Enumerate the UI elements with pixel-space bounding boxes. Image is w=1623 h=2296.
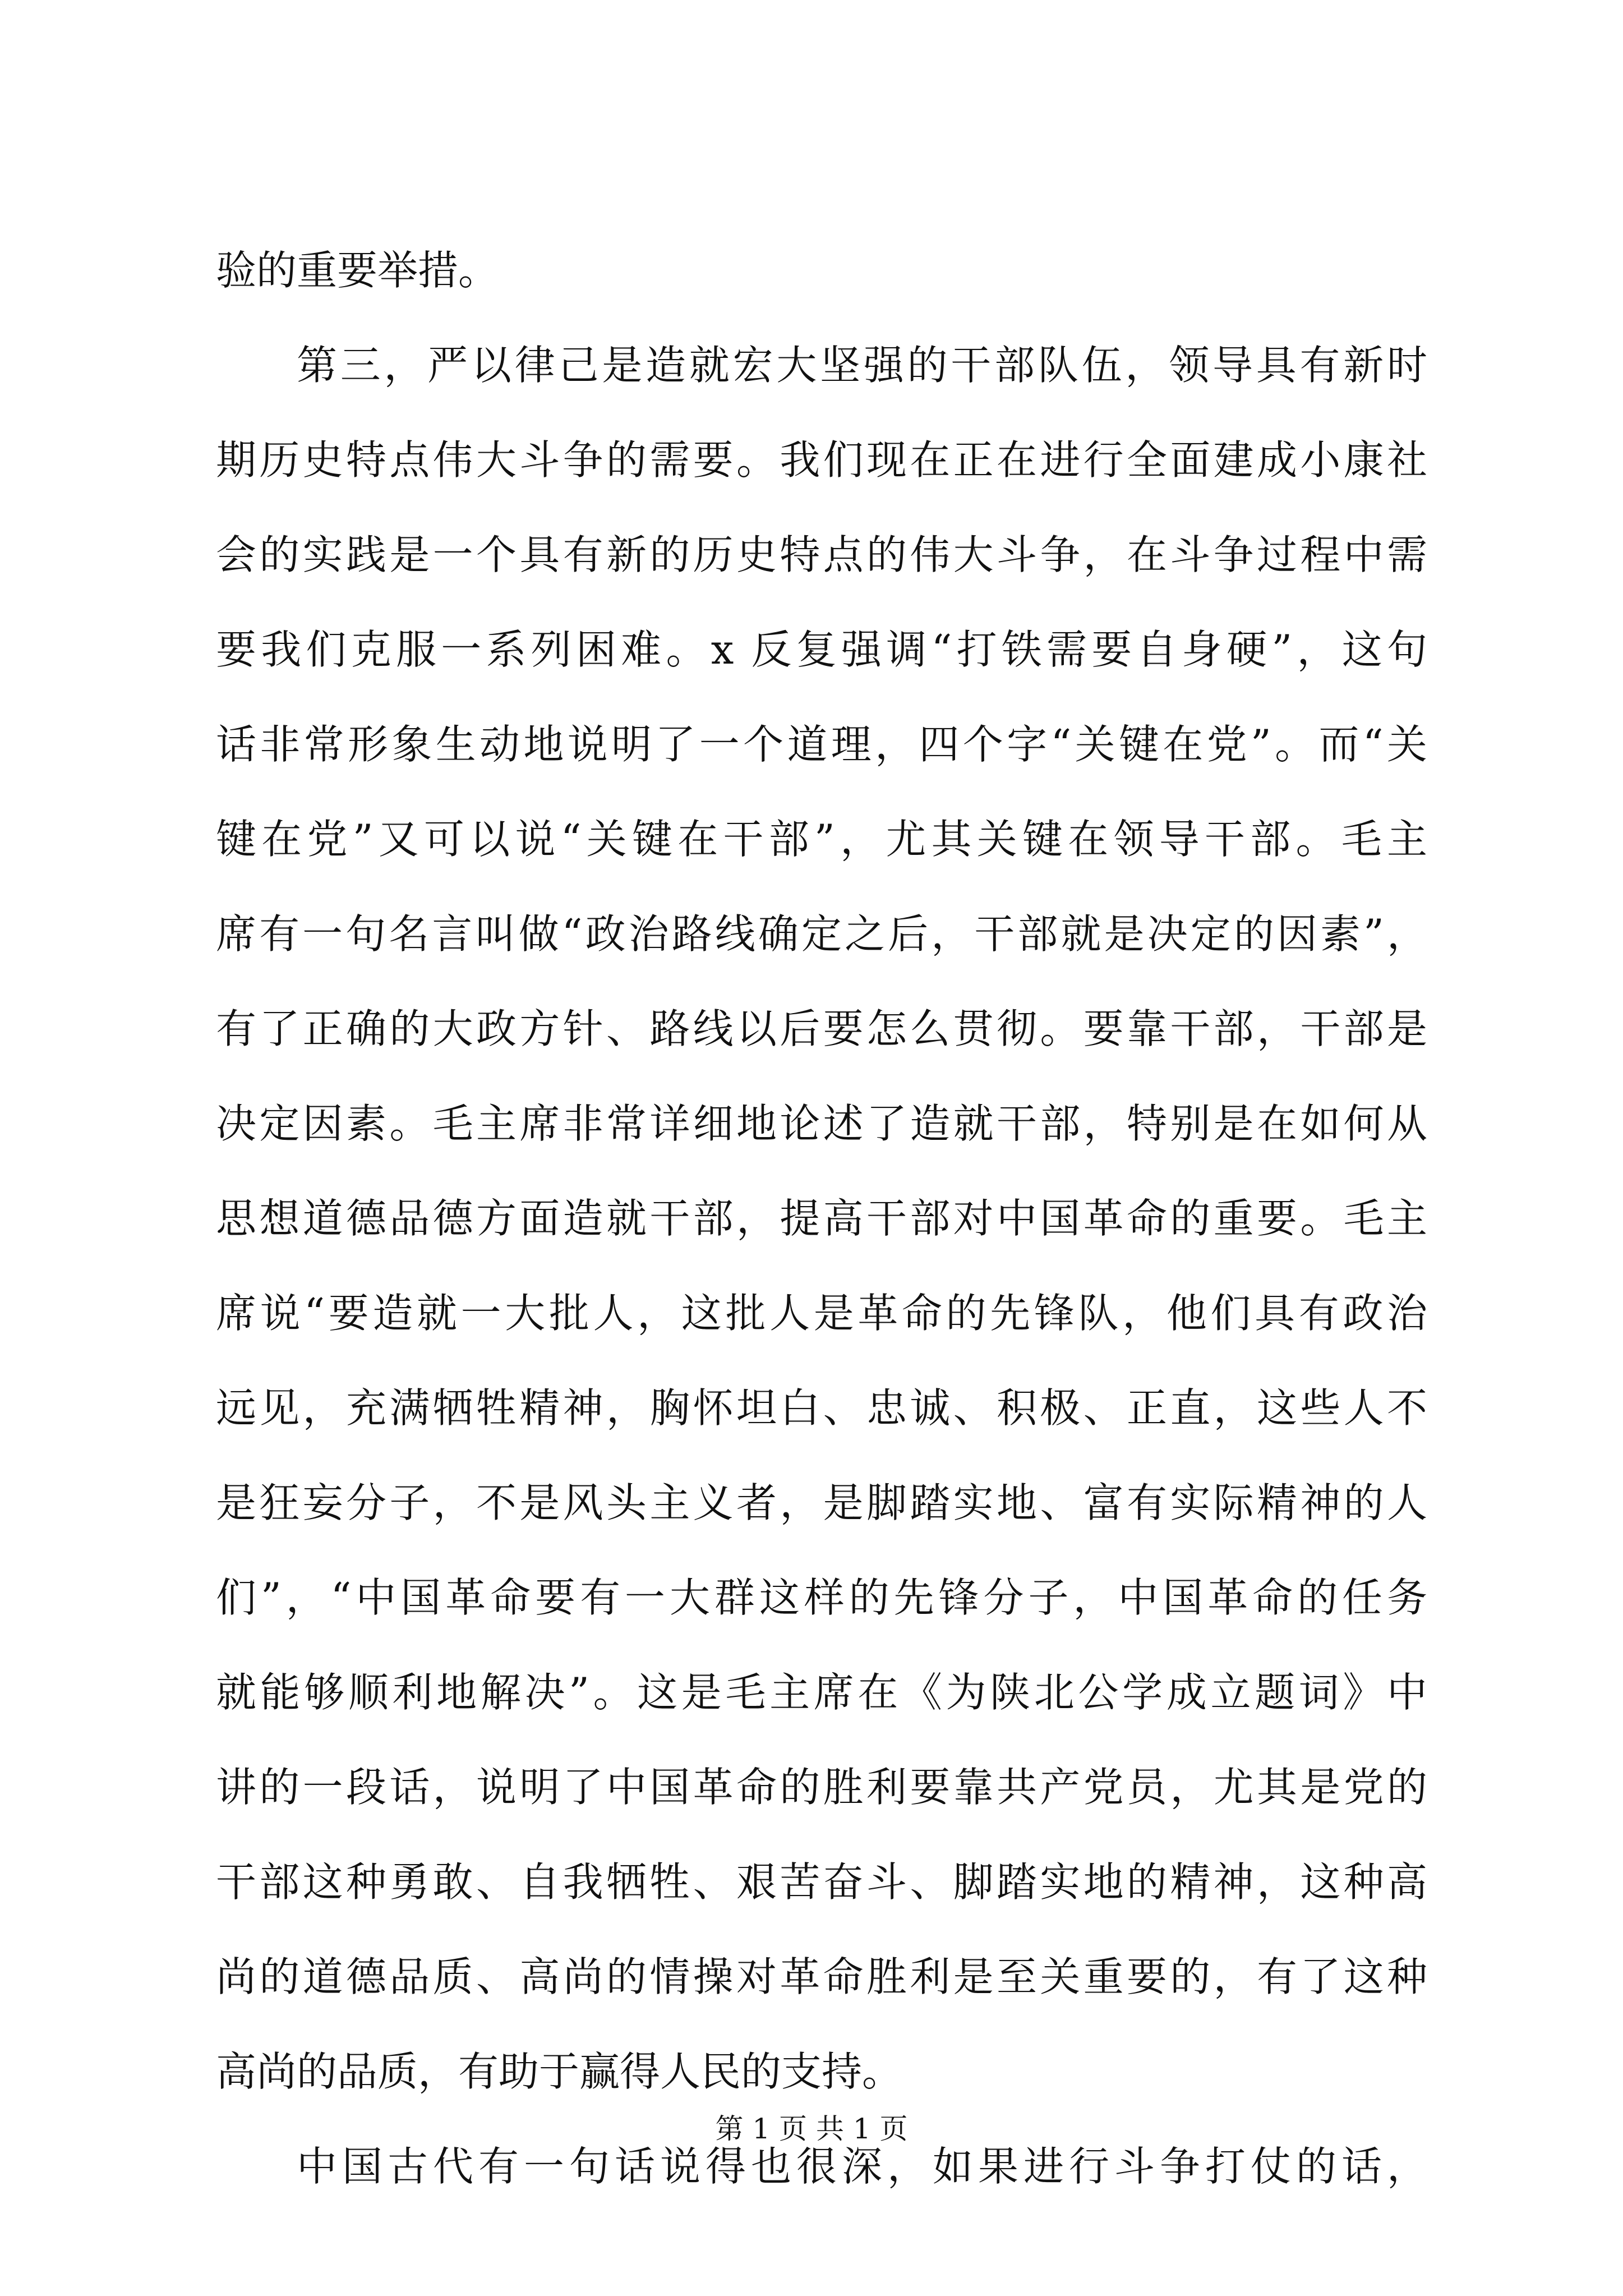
text-line: 席有一句名言叫做“政治路线确定之后，干部就是决定的因素”，: [216, 910, 1427, 958]
text-line: 讲的一段话，说明了中国革命的胜利要靠共产党员，尤其是党的: [216, 1764, 1427, 1811]
text-line: 是狂妄分子，不是风头主义者，是脚踏实地、富有实际精神的人: [216, 1479, 1427, 1526]
page-footer: 第 1 页 共 1 页: [715, 2113, 908, 2145]
text-line: 远见，充满牺牲精神，胸怀坦白、忠诚、积极、正直，这些人不: [216, 1384, 1427, 1432]
body-text: [216, 223, 1427, 2214]
text-line: 话非常形象生动地说明了一个道理，四个字“关键在党”。而“关: [216, 721, 1427, 768]
text-line: 中国古代有一句话说得也很深，如果进行斗争打仗的话，: [297, 2143, 1427, 2190]
text-line: 决定因素。毛主席非常详细地论述了造就干部，特别是在如何从: [216, 1100, 1427, 1147]
text-line: 席说“要造就一大批人，这批人是革命的先锋队，他们具有政治: [216, 1290, 1427, 1337]
text-line: 第三，严以律己是造就宏大坚强的干部队伍，领导具有新时: [297, 342, 1427, 389]
text-line: 思想道德品德方面造就干部，提高干部对中国革命的重要。毛主: [216, 1195, 1427, 1242]
text-line: 期历史特点伟大斗争的需要。我们现在正在进行全面建成小康社: [216, 436, 1427, 484]
text-line: 干部这种勇敢、自我牺牲、艰苦奋斗、脚踏实地的精神，这种高: [216, 1858, 1427, 1906]
text-line: 就能够顺利地解决”。这是毛主席在《为陕北公学成立题词》中: [216, 1669, 1427, 1716]
text-line: 验的重要举措。: [216, 247, 499, 294]
text-line: 有了正确的大政方针、路线以后要怎么贯彻。要靠干部，干部是: [216, 1005, 1427, 1052]
text-line: 会的实践是一个具有新的历史特点的伟大斗争，在斗争过程中需: [216, 531, 1427, 578]
text-line: 尚的道德品质、高尚的情操对革命胜利是至关重要的，有了这种: [216, 1953, 1427, 2000]
text-line: 高尚的品质，有助于赢得人民的支持。: [216, 2048, 903, 2095]
text-line: 们”，“中国革命要有一大群这样的先锋分子，中国革命的任务: [216, 1574, 1427, 1621]
text-line: 键在党”又可以说“关键在干部”，尤其关键在领导干部。毛主: [216, 816, 1427, 863]
text-line: 要我们克服一系列困难。x 反复强调“打铁需要自身硬”，这句: [216, 626, 1427, 673]
